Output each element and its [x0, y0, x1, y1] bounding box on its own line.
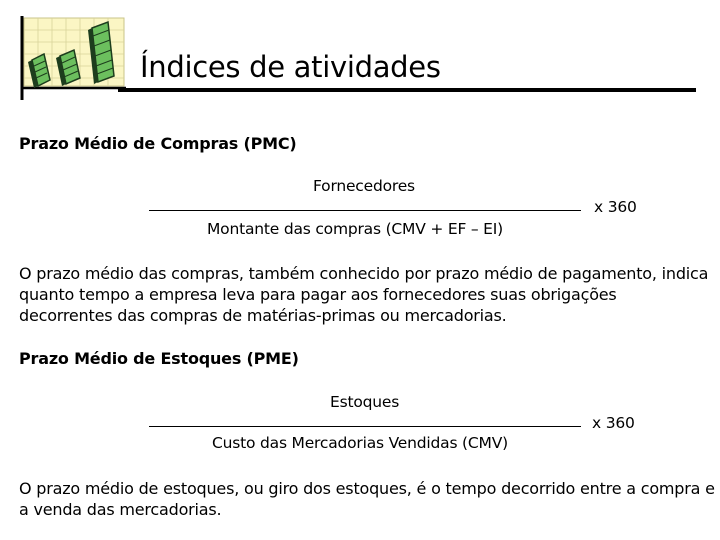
- pme-heading: Prazo Médio de Estoques (PME): [19, 349, 299, 368]
- pme-denominator: Custo das Mercadorias Vendidas (CMV): [212, 434, 508, 452]
- page-title: Índices de atividades: [140, 50, 441, 84]
- pme-multiplier: x 360: [592, 414, 635, 432]
- pme-fraction-line: [149, 426, 581, 427]
- pme-description: O prazo médio de estoques, ou giro dos estoques, é o tempo decorrido entre a compra e a venda das mercadorias.: [19, 479, 715, 519]
- pmc-description: O prazo médio das compras, também conhecido por prazo médio de pagamento, indica quanto tempo a empresa leva para pagar aos fornecedores suas obrigações decorrentes das compras de matérias-primas ou mercadorias.: [19, 264, 709, 325]
- bar-chart-clipart-icon: [14, 14, 132, 100]
- pmc-denominator: Montante das compras (CMV + EF – EI): [207, 220, 503, 238]
- pmc-heading: Prazo Médio de Compras (PMC): [19, 134, 297, 153]
- pme-numerator: Estoques: [330, 393, 400, 411]
- pmc-multiplier: x 360: [594, 198, 637, 216]
- pmc-fraction-line: [149, 210, 581, 211]
- title-underline: [118, 88, 696, 92]
- pmc-numerator: Fornecedores: [313, 177, 415, 195]
